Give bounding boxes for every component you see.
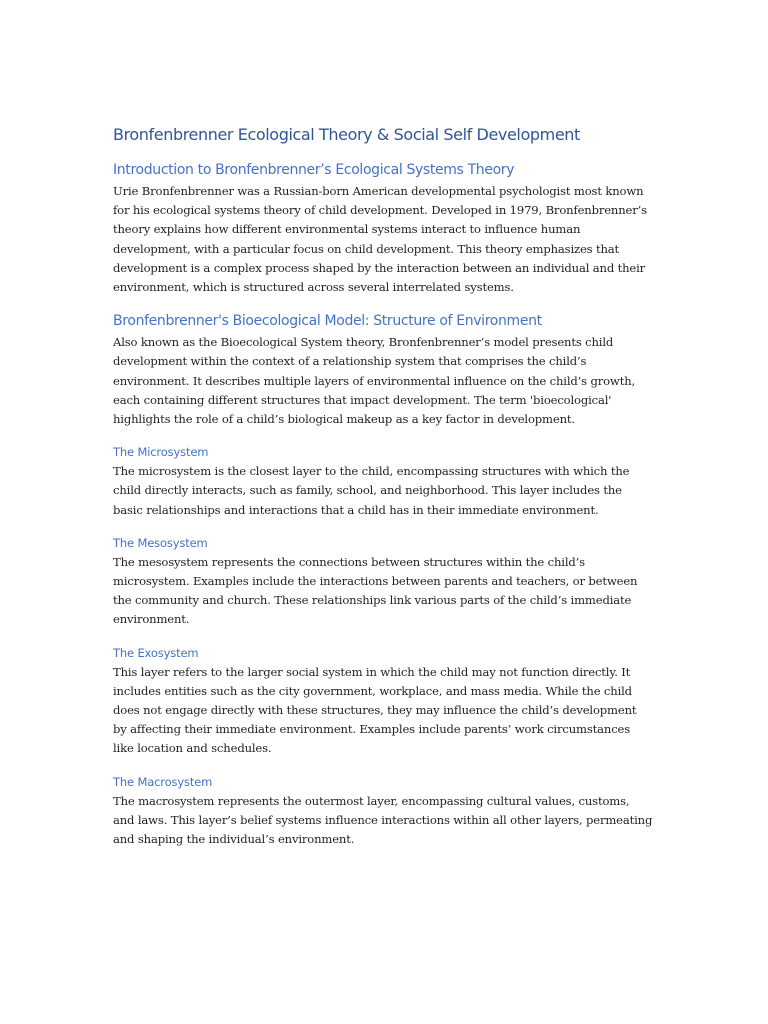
document-page	[113, 124, 653, 863]
intro-paragraph: Urie Bronfenbrenner was a Russian-born American developmental psychologist most known for his ecological systems theory of child development. Developed in 1979, Bronfenbrenner’s theory explains how different environmental systems interact to influence human development, with a particular focus on child development. This theory emphasizes that development is a complex process shaped by the interaction between an individual and their environment, which is structured across several interrelated systems.	[113, 184, 647, 295]
bioecological-paragraph: Also known as the Bioecological System theory, Bronfenbrenner’s model presents child development within the context of a relationship system that comprises the child’s environment. It describes multiple layers of environmental influence on the child’s growth, each containing different structures that impact development. The term 'bioecological' highlights the role of a child’s biological makeup as a key factor in development.	[113, 335, 636, 427]
exosystem-heading: The Exosystem	[113, 645, 199, 660]
exosystem-paragraph: This layer refers to the larger social system in which the child may not function directly. It includes entities such as the city government, workplace, and mass media. While the child does not engage directly with these structures, they may influence the child’s development by affecting their immediate environment. Examples include parents’ work circumstances like location and schedules.	[113, 664, 637, 756]
mesosystem-heading: The Mesosystem	[113, 535, 208, 550]
bioecological-heading: Bronfenbrenner's Bioecological Model: Structure of Environment	[113, 313, 542, 330]
intro-section	[113, 160, 653, 297]
macrosystem-section	[113, 773, 653, 850]
microsystem-heading: The Microsystem	[113, 445, 209, 460]
macrosystem-heading: The Macrosystem	[113, 774, 213, 789]
bioecological-section	[113, 311, 653, 429]
microsystem-section	[113, 443, 653, 520]
mesosystem-section	[113, 534, 653, 630]
document-title: Bronfenbrenner Ecological Theory & Social Self Development	[113, 125, 580, 144]
mesosystem-paragraph: The mesosystem represents the connections between structures within the child’s microsystem. Examples include the interactions between parents and teachers, or between the community and church. These relationships link various parts of the child’s immediate environment.	[113, 554, 638, 627]
intro-heading: Introduction to Bronfenbrenner’s Ecological Systems Theory	[113, 162, 515, 178]
microsystem-paragraph: The microsystem is the closest layer to the child, encompassing structures with which the child directly interacts, such as family, school, and neighborhood. This layer includes the basic relationships and interactions that a child has in their immediate environment.	[113, 464, 630, 517]
exosystem-section	[113, 644, 653, 759]
macrosystem-paragraph: The macrosystem represents the outermost layer, encompassing cultural values, customs, and laws. This layer’s belief systems influence interactions within all other layers, permeating and shaping the individual’s environment.	[113, 793, 653, 847]
